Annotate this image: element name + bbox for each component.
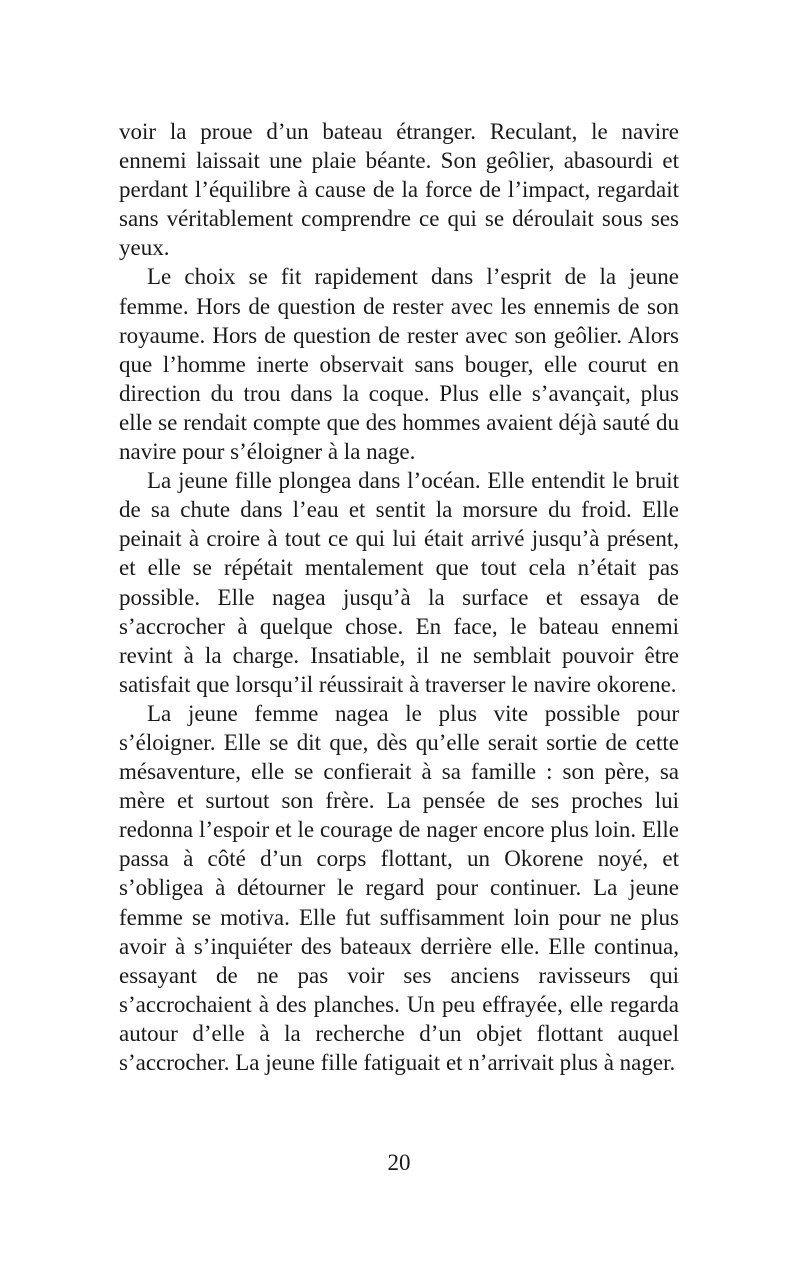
paragraph: La jeune fille plongea dans l’océan. Elle entendit le bruit de sa chute dans l’eau et sentit la morsure du froid. Elle peinait à croire à tout ce qui lui était arrivé jusqu’à présent, et elle se répétait mentalement que tout cela n’était pas possible. Elle nagea jusqu’à la surface et essaya de s’accrocher à quelque chose. En face, le bateau ennemi revint à la charge. Insatiable, il ne semblait pouvoir être satisfait que lorsqu’il réussirait à traverser le navire okorene.: [119, 468, 679, 697]
paragraph: Le choix se fit rapidement dans l’esprit de la jeune femme. Hors de question de rester avec les ennemis de son royaume. Hors de question de rester avec son geôlier. Alors que l’homme inerte observait sans bouger, elle courut en direction du trou dans la coque. Plus elle s’avançait, plus elle se rendait compte que des hommes avaient déjà sauté du navire pour s’éloigner à la nage.: [119, 264, 679, 465]
page-number: 20: [387, 1150, 411, 1175]
body-text: [119, 117, 679, 1077]
paragraph-continued: voir la proue d’un bateau étranger. Reculant, le navire ennemi laissait une plaie béante. Son geôlier, abasourdi et perdant l’équilibre à cause de la force de l’impact, regardait sans véritablement comprendre ce qui se déroulait sous ses yeux.: [119, 119, 679, 261]
paragraph: La jeune femme nagea le plus vite possible pour s’éloigner. Elle se dit que, dès qu’elle serait sortie de cette mésaventure, elle se confierait à sa famille : son père, sa mère et surtout son frère. La pensée de ses proches lui redonna l’espoir et le courage de nager encore plus loin. Elle passa à côté d’un corps flottant, un Okorene noyé, et s’obligea à détourner le regard pour continuer. La jeune femme se motiva. Elle fut suffisamment loin pour ne plus avoir à s’inquiéter des bateaux derrière elle. Elle continua, essayant de ne pas voir ses anciens ravisseurs qui s’accrochaient à des planches. Un peu effrayée, elle regarda autour d’elle à la recherche d’un objet flottant auquel s’accrocher. La jeune fille fatiguait et n’arrivait plus à nager.: [119, 700, 679, 1075]
